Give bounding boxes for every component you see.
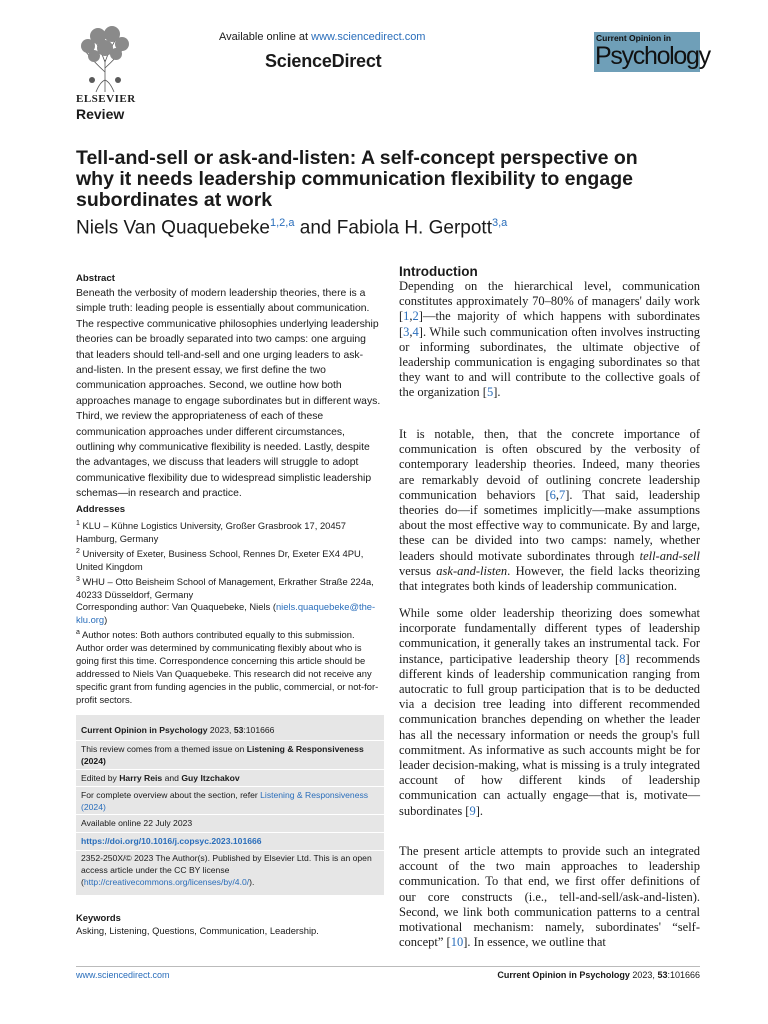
journal-cover-series: Current Opinion in <box>596 33 672 43</box>
corresponding-email-link[interactable]: niels.quaquebeke@the-klu.org <box>76 601 376 625</box>
abstract-text: Beneath the verbosity of modern leadership theories, there is a simple truth: leading people is essentially about communication. The respective communicative philosophies underlying leadership theories can be broadly separated into two camps: one arguing that leaders should tell-and-sell and one urging leaders to ask-and-listen. In the present essay, we first define the two communication approaches. Second, we outline how both approaches manage to engage subordinates but in different ways. Third, we review the appropriateness of each of these communication approaches under different circumstances, outlining why communicative flexibility is needed. Lastly, despite the advantages, we discuss that leaders will struggle to adopt communicative flexibility due to widespread simplistic leadership schemas—in research and practice. <box>76 288 381 500</box>
address-item: $^3$ WHU – Otto Beisheim School of Management, Erkrather Straße 224a, 40233 Düsseldorf, Germany <box>76 576 374 601</box>
footer-citation: Current Opinion in Psychology 2023, 53:101666 <box>497 970 700 980</box>
emphasis-term: ask-and-listen <box>436 563 508 578</box>
citation-link[interactable]: 5 <box>486 385 494 400</box>
journal-cover-title: Psychology <box>595 42 710 70</box>
publisher-wordmark: ELSEVIER <box>76 93 136 105</box>
emphasis-term: tell-and-sell <box>639 548 700 563</box>
footer-sciencedirect-link[interactable]: www.sciencedirect.com <box>76 970 170 980</box>
addresses-heading: Addresses <box>76 504 126 515</box>
article-type-label: Review <box>76 106 125 122</box>
introduction-heading: Introduction <box>399 264 478 279</box>
available-online-label: Available online at <box>219 31 312 43</box>
keywords-list: Asking, Listening, Questions, Communication, Leadership. <box>76 925 319 936</box>
citation-link[interactable]: 1 <box>403 309 410 324</box>
abstract-heading: Abstract <box>76 273 115 284</box>
section-overview: For complete overview about the section, refer Listening & Responsiveness (2024) <box>81 790 369 812</box>
correspondence-section <box>76 600 382 706</box>
author-conjunction: and <box>294 217 337 239</box>
corresponding-author: Corresponding author: Van Quaquebeke, Niels (niels.quaquebeke@the-klu.org) <box>76 601 376 625</box>
citation-link[interactable]: 4 <box>412 324 419 339</box>
section-overview-link[interactable]: Listening & Responsiveness (2024) <box>81 790 369 812</box>
available-online-line <box>219 31 425 43</box>
copyright-notice: 2352-250X/© 2023 The Author(s). Published by Elsevier Ltd. This is an open access article under the CC BY license (http://creativecommons.org/licenses/by/4.0/). <box>81 853 372 887</box>
body-paragraph: It is notable, then, that the concrete importance of communication is often obscured by the verbosity of contemporary leadership theories. Indeed, many theories are remarkably devoid of outlining concrete leadership communication behaviors [6,7]. That said, leadership theories do—if sometimes implicitly—make assumptions about the most effective way to communicate. By and large, these can be divided into two camps: namely, whether leaders should motivate subordinates through tell-and-sell versus ask-and-listen. However, the field lacks theorizing that integrates both kinds of leadership communication. <box>399 427 700 594</box>
author-note: $^a$ Author notes: Both authors contributed equally to this submission. Author order was determined by communicating flexibly about who is going first this time. Correspondence concerning this article should be addressed to Niels Van Quaquebeke. This research did not receive any specific grant from funding agencies in the public, commercial, or not-for-profit sectors. <box>76 629 379 706</box>
article-title: Tell-and-sell or ask-and-listen: A self-concept perspective on why it needs leadership communication flexibility to engage subordinates at work <box>76 147 638 211</box>
doi-link[interactable]: https://doi.org/10.1016/j.copsyc.2023.101666 <box>81 836 262 846</box>
citation-link[interactable]: 10 <box>450 935 464 950</box>
citation-link[interactable]: 3 <box>403 324 410 339</box>
sciencedirect-link[interactable]: www.sciencedirect.com <box>311 31 426 43</box>
keywords-section <box>76 911 382 937</box>
citation-link[interactable]: 7 <box>559 487 566 502</box>
available-date: Available online 22 July 2023 <box>81 818 193 828</box>
license-link[interactable]: http://creativecommons.org/licenses/by/4.0/ <box>83 877 250 887</box>
citation-link[interactable]: 8 <box>619 651 626 666</box>
body-paragraph: While some older leadership theorizing does somewhat incorporate fundamentally different types of leadership communication, it generally takes an instrumental tack. For instance, participative leadership theory [8] recommends different kinds of leadership communication ranging from autocratic to full group participation that is to be deducted via a decision tree leading into different recommended communication branches depending on whether the leader has all the necessary information or needs the group's full commitment. As informative as such accounts might be for leader decision-making, what is missing is a truly integrated account of how different kinds of leadership communication can actually engage—that is, motivate—subordinates [9]. <box>399 606 701 818</box>
body-paragraph: The present article attempts to provide such an integrated account of the two main approaches to leadership communication. To that end, we first offer definitions of our core constructs (i.e., tell-and-sell/ask-and-listen). Second, we link both communication patterns to a central motivational mechanism: namely, subordinates' “self-concept” [10]. In essence, we outline that <box>399 844 700 950</box>
address-item: $^2$ University of Exeter, Business School, Rennes Dr, Exeter EX4 4PU, United Kingdom <box>76 548 364 573</box>
themed-issue: This review comes from a themed issue on Listening & Responsiveness (2024) <box>81 744 364 766</box>
doi-row <box>81 835 378 847</box>
citation-link[interactable]: 2 <box>412 309 419 324</box>
author-name[interactable]: Fabiola H. Gerpott <box>336 217 492 239</box>
elsevier-tree-logo <box>76 22 134 94</box>
article-info-box <box>76 715 384 895</box>
footer-divider <box>76 966 700 967</box>
abstract-section <box>76 271 382 502</box>
author-affiliation-marker[interactable]: 1,2,a <box>270 217 295 229</box>
author-line <box>76 217 507 239</box>
citation-link[interactable]: 6 <box>549 487 556 502</box>
keywords-heading: Keywords <box>76 912 121 923</box>
journal-citation: Current Opinion in Psychology 2023, 53:101666 <box>81 725 275 735</box>
author-affiliation-marker[interactable]: 3,a <box>491 217 508 229</box>
body-paragraph: Depending on the hierarchical level, communication constitutes approximately 70–80% of managers' daily work [1,2]—the majority of which happens with subordinates [3,4]. While such communication often involves instructing or informing subordinates, the ultimate objective of leadership communication is engaging subordinates so that they want to and will contribute to the collective goals of the organization [5]. <box>399 279 700 400</box>
citation-link[interactable]: 9 <box>469 803 476 818</box>
address-item: $^1$ KLU – Kühne Logistics University, Großer Grasbrook 17, 20457 Hamburg, Germany <box>76 520 347 545</box>
sciencedirect-wordmark: ScienceDirect <box>265 51 382 71</box>
editors: Edited by Harry Reis and Guy Itzchakov <box>81 773 240 783</box>
addresses-section <box>76 502 382 601</box>
author-name[interactable]: Niels Van Quaquebeke <box>76 217 270 239</box>
journal-cover-logo <box>594 32 710 72</box>
